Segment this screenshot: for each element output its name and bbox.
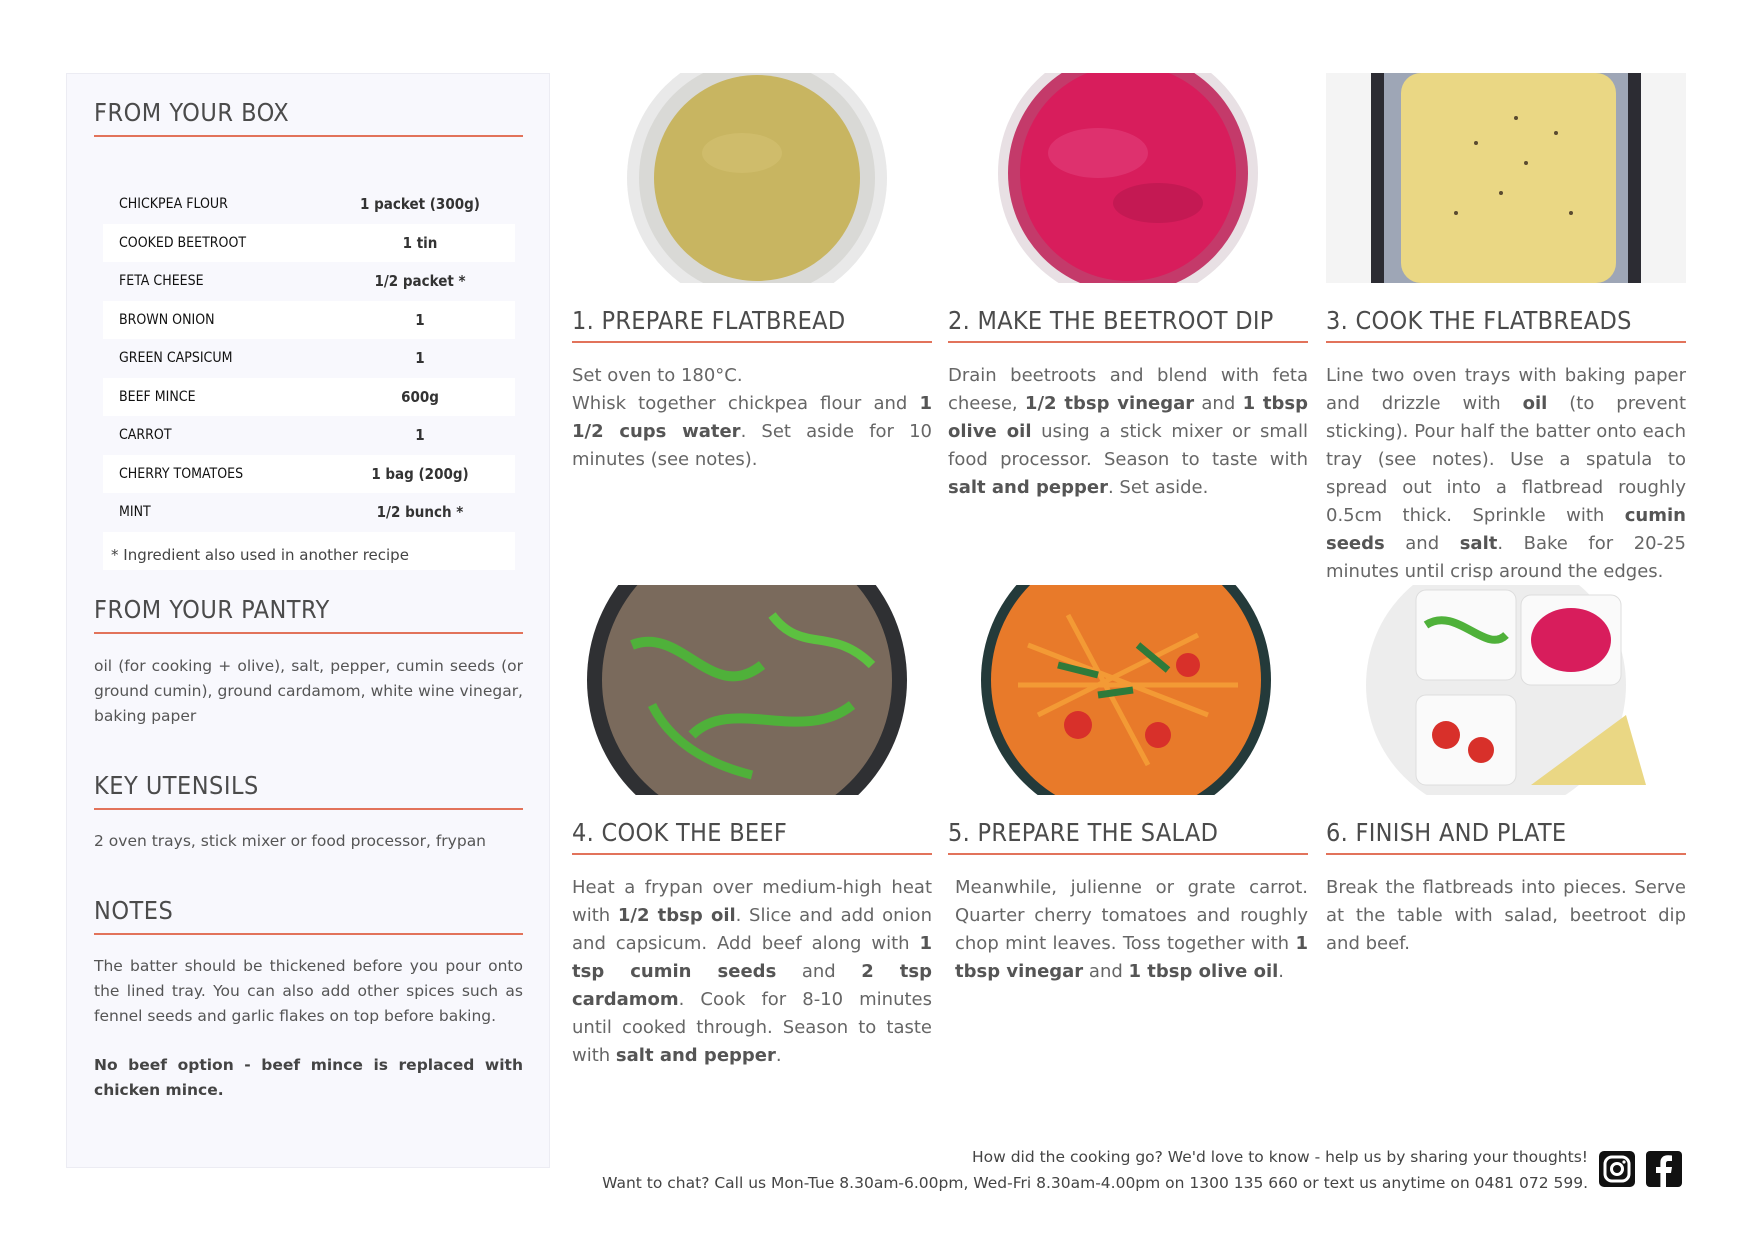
- text-span: and: [1194, 393, 1243, 414]
- bold-span: 1 tsp cumin seeds: [572, 933, 932, 982]
- step-4-photo: [572, 585, 932, 795]
- bold-span: salt and pepper: [615, 1045, 776, 1066]
- bold-span: salt and pepper: [948, 477, 1108, 498]
- text-span: . Set aside for 10 minutes (see notes).: [572, 421, 932, 470]
- text-span: . Cook for 8-10 minutes until cooked through. Season to taste with: [572, 989, 932, 1066]
- step-1-title: 1. PREPARE FLATBREAD: [572, 306, 932, 343]
- notes-title: NOTES: [94, 896, 523, 935]
- ingredient-name: MINT: [119, 504, 151, 521]
- text-span: and: [1384, 533, 1460, 554]
- step-2-title: 2. MAKE THE BEETROOT DIP: [948, 306, 1308, 343]
- ingredients-panel: [66, 73, 550, 1168]
- ingredient-name: GREEN CAPSICUM: [119, 350, 233, 367]
- from-your-pantry-title: FROM YOUR PANTRY: [94, 595, 523, 634]
- feedback-footer: [602, 1144, 1588, 1196]
- step-5-text: [955, 874, 1308, 986]
- step-2-photo: [948, 73, 1308, 283]
- text-span: using a stick mixer or small food processor. Season to taste with: [948, 421, 1308, 470]
- ingredient-note: * Ingredient also used in another recipe: [111, 546, 409, 564]
- bold-span: 1/2 tbsp oil: [617, 905, 736, 926]
- ingredient-qty: 1: [415, 426, 425, 445]
- bold-span: 2 tsp cardamom: [572, 961, 932, 1010]
- text-span: Heat a frypan over medium-high heat with: [572, 877, 932, 926]
- step-6-photo: [1326, 585, 1686, 795]
- step-3-title: 3. COOK THE FLATBREADS: [1326, 306, 1686, 343]
- ingredient-row: [103, 493, 515, 532]
- step-6-title: 6. FINISH AND PLATE: [1326, 818, 1686, 855]
- step-1-line-1: Set oven to 180°C.: [572, 365, 743, 386]
- ingredient-row: [103, 185, 515, 224]
- footer-line-1: How did the cooking go? We'd love to know - help us by sharing your thoughts!: [971, 1148, 1588, 1166]
- bold-span: 1 1/2 cups water: [572, 393, 932, 442]
- ingredients-table: [103, 185, 515, 570]
- utensils-text: 2 oven trays, stick mixer or food processor, frypan: [94, 832, 487, 850]
- step-4-text: [572, 874, 932, 1070]
- text-span: Line two oven trays with baking paper and drizzle with: [1326, 365, 1686, 414]
- ingredient-qty: 1 bag (200g): [371, 464, 469, 483]
- step-5-title: 5. PREPARE THE SALAD: [948, 818, 1308, 855]
- pantry-text: oil (for cooking + olive), salt, pepper, cumin seeds (or ground cumin), ground cardamom, white wine vinegar, baking paper: [94, 657, 523, 725]
- step-4-title: 4. COOK THE BEEF: [572, 818, 932, 855]
- ingredient-qty: 1 packet (300g): [360, 195, 480, 214]
- ingredient-name: CARROT: [119, 427, 172, 444]
- footer-line-2: Want to chat? Call us Mon-Tue 8.30am-6.00pm, Wed-Fri 8.30am-4.00pm on 1300 135 660 or text us anytime on 0481 072 599.: [602, 1174, 1588, 1192]
- bold-span: salt: [1459, 533, 1498, 554]
- text-span: .: [775, 1045, 782, 1066]
- bold-span: 1 tbsp olive oil: [1128, 961, 1279, 982]
- ingredient-row: [103, 339, 515, 378]
- key-utensils-title: KEY UTENSILS: [94, 771, 523, 810]
- step-6-text: [1326, 874, 1686, 958]
- ingredient-name: FETA CHEESE: [119, 273, 204, 290]
- ingredient-row: [103, 262, 515, 301]
- step-2-text: [948, 362, 1308, 502]
- ingredient-qty: 1/2 bunch *: [376, 503, 464, 522]
- ingredient-name: CHICKPEA FLOUR: [119, 196, 228, 213]
- text-span: . Bake for 20-25 minutes until crisp around the edges.: [1326, 533, 1686, 582]
- ingredient-row: [103, 378, 515, 417]
- notes-bold: No beef option - beef mince is replaced with chicken mince.: [94, 1056, 523, 1099]
- notes-text: The batter should be thickened before you pour onto the lined tray. You can also add other spices such as fennel seeds and garlic flakes on top before baking.: [94, 957, 523, 1025]
- text-span: (to prevent sticking). Pour half the batter onto each tray (see notes). Use a spatula to spread out into a flatbread roughly 0.5cm thick. Sprinkle with: [1326, 393, 1686, 526]
- text-span: and: [776, 961, 862, 982]
- ingredient-row: [103, 224, 515, 263]
- ingredient-row: [103, 416, 515, 455]
- text-span: Break the flatbreads into pieces. Serve at the table with salad, beetroot dip and beef.: [1326, 877, 1686, 954]
- ingredient-qty: 1: [415, 349, 425, 368]
- bold-span: 1 tbsp vinegar: [955, 933, 1308, 982]
- text-span: Drain beetroots and blend with feta cheese,: [948, 365, 1308, 414]
- bold-span: oil: [1522, 393, 1548, 414]
- instagram-icon[interactable]: [1599, 1151, 1635, 1187]
- step-1-text: [572, 362, 932, 474]
- text-span: Meanwhile, julienne or grate carrot. Quarter cherry tomatoes and roughly chop mint leaves. Toss together with: [955, 877, 1308, 954]
- step-5-photo: [948, 585, 1308, 795]
- bold-span: 1/2 tbsp vinegar: [1024, 393, 1195, 414]
- ingredient-name: BEEF MINCE: [119, 388, 196, 405]
- text-span: .: [1278, 961, 1285, 982]
- ingredient-row: [103, 455, 515, 494]
- ingredient-row: [103, 301, 515, 340]
- ingredient-name: COOKED BEETROOT: [119, 234, 247, 251]
- bold-span: 1 tbsp olive oil: [948, 393, 1309, 442]
- step-3-photo: [1326, 73, 1686, 283]
- ingredient-name: CHERRY TOMATOES: [119, 465, 244, 482]
- ingredient-name: BROWN ONION: [119, 311, 215, 328]
- facebook-icon[interactable]: [1646, 1151, 1682, 1187]
- ingredient-qty: 1 tin: [402, 233, 438, 252]
- from-your-box-title: FROM YOUR BOX: [94, 98, 523, 137]
- ingredient-qty: 1: [415, 310, 425, 329]
- bold-span: cumin seeds: [1326, 505, 1686, 554]
- text-span: . Slice and add onion and capsicum. Add beef along with: [572, 905, 932, 954]
- ingredient-qty: 1/2 packet *: [374, 272, 466, 291]
- step-3-text: [1326, 362, 1686, 586]
- ingredient-qty: 600g: [401, 387, 439, 406]
- text-span: Whisk together chickpea flour and: [572, 393, 920, 414]
- step-1-photo: [572, 73, 932, 283]
- text-span: and: [1083, 961, 1129, 982]
- text-span: . Set aside.: [1107, 477, 1209, 498]
